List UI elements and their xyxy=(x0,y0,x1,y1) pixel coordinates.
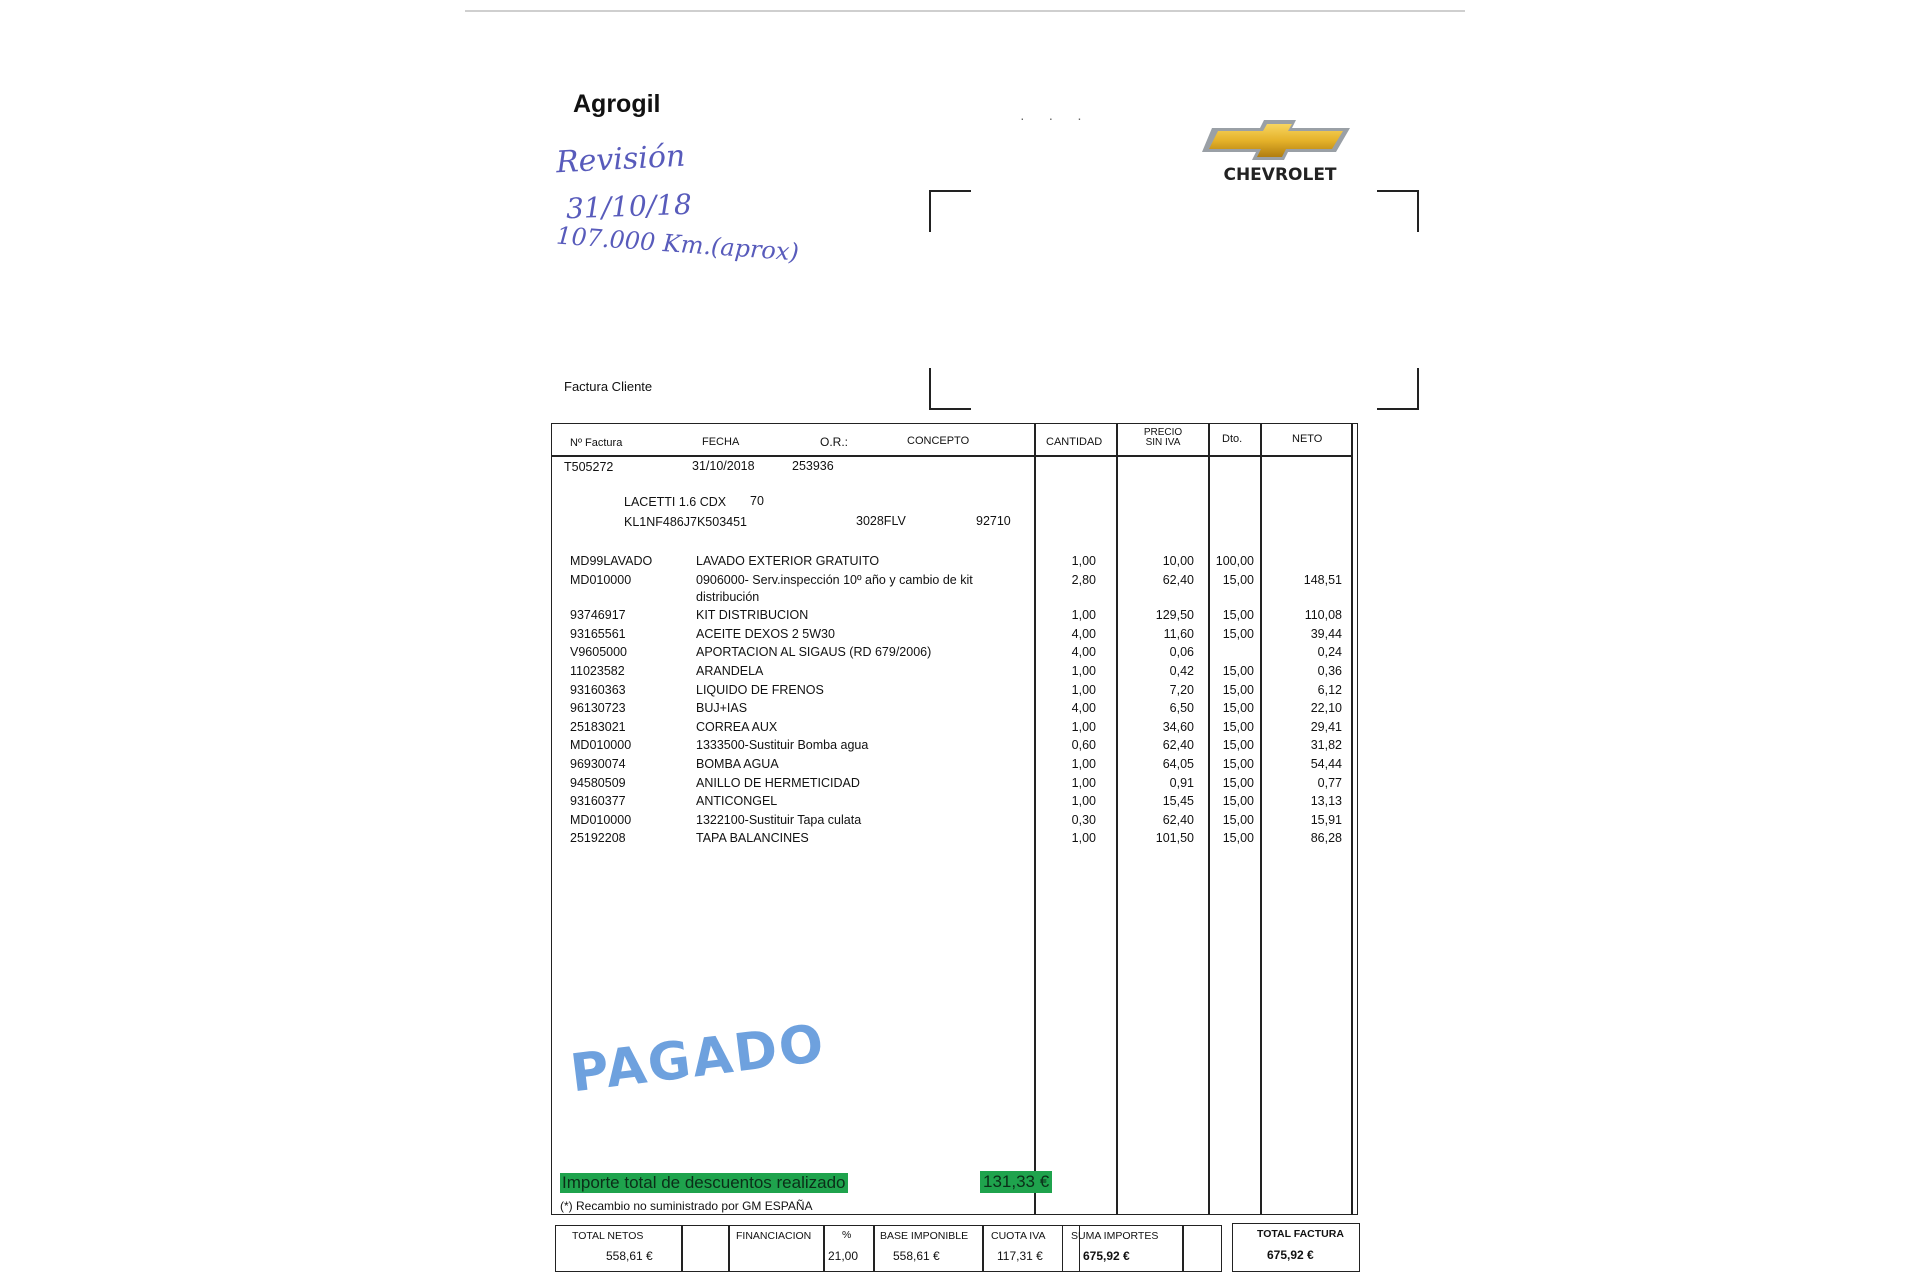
line-qty: 1,00 xyxy=(1071,757,1096,771)
vat-amount-value: 117,31 € xyxy=(997,1249,1043,1263)
bowtie-icon xyxy=(1200,118,1360,188)
header-price-line2: SIN IVA xyxy=(1145,437,1181,448)
line-desc: LIQUIDO DE FRENOS xyxy=(696,682,824,697)
line-dto: 15,00 xyxy=(1222,757,1254,771)
line-price: 0,91 xyxy=(1169,775,1194,790)
header-divider xyxy=(1034,455,1351,457)
line-qty: 1,00 xyxy=(1071,719,1096,734)
totals-divider xyxy=(873,1226,875,1271)
line-desc: LAVADO EXTERIOR GRATUITO xyxy=(696,554,880,568)
line-net: 15,91 xyxy=(1310,812,1342,827)
line-code: 96930074 xyxy=(570,757,626,771)
line-code: 25192208 xyxy=(570,831,626,846)
line-net: 148,51 xyxy=(1303,572,1342,587)
header-price xyxy=(1140,428,1186,448)
brand-wordmark: CHEVROLET xyxy=(1223,165,1337,185)
line-code: 93160377 xyxy=(570,794,626,809)
line-net: 39,44 xyxy=(1310,626,1342,641)
line-desc: 1322100-Sustituir Tapa culata xyxy=(696,812,862,827)
handwritten-note-km: 107.000 Km.(aprox) xyxy=(555,221,800,267)
line-desc: 1333500-Sustituir Bomba agua xyxy=(696,738,869,753)
line-qty: 0,60 xyxy=(1071,738,1096,753)
line-desc: 0906000- Serv.inspección 10º año y cambio de kit xyxy=(696,572,973,587)
page-top-edge xyxy=(465,10,1465,12)
line-dto: 15,00 xyxy=(1222,831,1254,846)
line-dto: 15,00 xyxy=(1222,812,1254,827)
line-dto: 15,00 xyxy=(1222,626,1254,641)
line-price: 0,42 xyxy=(1169,664,1194,678)
line-dto: 15,00 xyxy=(1222,608,1254,623)
line-net: 29,41 xyxy=(1310,719,1342,734)
line-code: MD010000 xyxy=(570,572,632,587)
line-dto: 15,00 xyxy=(1222,738,1254,753)
line-dto: 15,00 xyxy=(1222,682,1254,697)
scan-specks: · · · xyxy=(1020,110,1092,126)
line-price: 62,40 xyxy=(1162,572,1194,587)
line-qty: 4,00 xyxy=(1071,645,1096,660)
discount-total-value: 131,33 € xyxy=(980,1171,1052,1193)
line-desc: KIT DISTRIBUCION xyxy=(696,608,809,623)
vehicle-plate: 3028FLV xyxy=(856,514,906,528)
header-date: FECHA xyxy=(702,436,740,448)
line-dto: 15,00 xyxy=(1222,701,1254,716)
line-qty: 1,00 xyxy=(1071,794,1096,809)
line-dto: 100,00 xyxy=(1215,554,1254,568)
line-dto: 15,00 xyxy=(1222,794,1254,809)
line-code: 96130723 xyxy=(570,701,626,716)
line-qty: 1,00 xyxy=(1071,775,1096,790)
line-dto: 15,00 xyxy=(1222,572,1254,587)
sum-label: SUMA IMPORTES xyxy=(1071,1230,1159,1242)
vehicle-model: LACETTI 1.6 CDX xyxy=(624,495,727,509)
line-price: 7,20 xyxy=(1169,682,1194,697)
line-price: 0,06 xyxy=(1169,645,1194,660)
document-type: Factura Cliente xyxy=(564,379,653,394)
total-invoice-box xyxy=(1232,1223,1360,1272)
line-code: MD99LAVADO xyxy=(570,554,653,568)
line-net: 22,10 xyxy=(1310,701,1342,716)
line-code: V9605000 xyxy=(570,645,628,660)
line-price: 62,40 xyxy=(1162,738,1194,753)
vat-amount-label: CUOTA IVA xyxy=(991,1230,1046,1242)
invoice-date: 31/10/2018 xyxy=(692,459,755,473)
line-net: 0,36 xyxy=(1317,664,1342,678)
supply-note: (*) Recambio no suministrado por GM ESPAÑA xyxy=(560,1199,813,1213)
totals-divider xyxy=(681,1226,683,1271)
invoice-table xyxy=(551,423,1358,1215)
line-desc: CORREA AUX xyxy=(696,719,778,734)
line-qty: 1,00 xyxy=(1071,682,1096,697)
line-price: 34,60 xyxy=(1162,719,1194,734)
line-code: MD010000 xyxy=(570,812,632,827)
paid-stamp: PAGADO xyxy=(567,1013,829,1105)
line-qty: 4,00 xyxy=(1071,701,1096,716)
header-price-line1: PRECIO xyxy=(1143,427,1183,438)
line-price: 15,45 xyxy=(1162,794,1194,809)
line-dto: 15,00 xyxy=(1222,719,1254,734)
line-code: 93165561 xyxy=(570,626,626,641)
line-net: 6,12 xyxy=(1317,682,1342,697)
corner-mark xyxy=(929,190,971,232)
line-code: 93160363 xyxy=(570,682,626,697)
vat-pct-value: 21,00 xyxy=(828,1249,859,1263)
total-netos-value: 558,61 € xyxy=(606,1249,653,1263)
invoice-or: 253936 xyxy=(792,459,834,473)
line-dto: 15,00 xyxy=(1222,664,1254,678)
total-invoice-value: 675,92 € xyxy=(1267,1248,1314,1262)
line-price: 64,05 xyxy=(1162,757,1194,771)
line-qty: 1,00 xyxy=(1071,608,1096,623)
vehicle-vin: KL1NF486J7K503451 xyxy=(624,515,748,529)
vehicle-code: 70 xyxy=(750,494,764,508)
line-price: 101,50 xyxy=(1155,831,1194,846)
line-desc: ANTICONGEL xyxy=(696,794,778,809)
tax-base-value: 558,61 € xyxy=(893,1249,940,1263)
vat-pct-label: % xyxy=(842,1229,852,1241)
discount-total-label: Importe total de descuentos realizado xyxy=(562,1173,846,1192)
line-qty: 1,00 xyxy=(1071,554,1096,568)
sum-box xyxy=(1062,1225,1184,1272)
header-or: O.R.: xyxy=(820,435,849,449)
line-price: 6,50 xyxy=(1169,701,1194,716)
line-dto: 15,00 xyxy=(1222,775,1254,790)
column-divider xyxy=(1351,424,1353,1214)
line-code: 25183021 xyxy=(570,719,626,734)
line-code: 94580509 xyxy=(570,775,626,790)
header-discount: Dto. xyxy=(1222,433,1243,445)
handwritten-note-revision: Revisión xyxy=(555,138,687,181)
line-price: 11,60 xyxy=(1163,626,1194,641)
line-price: 10,00 xyxy=(1162,554,1194,568)
line-net: 0,24 xyxy=(1317,645,1342,660)
header-divider xyxy=(552,455,1034,457)
line-qty: 1,00 xyxy=(1071,831,1096,846)
line-desc2: distribución xyxy=(696,589,760,604)
line-price: 129,50 xyxy=(1155,608,1194,623)
line-qty: 2,80 xyxy=(1071,572,1096,587)
line-desc: ARANDELA xyxy=(696,664,764,678)
corner-mark xyxy=(929,368,971,410)
totals-divider xyxy=(823,1226,825,1271)
header-net: NETO xyxy=(1292,433,1323,445)
corner-mark xyxy=(1377,190,1419,232)
blank-box xyxy=(1182,1225,1222,1272)
total-invoice-label: TOTAL FACTURA xyxy=(1257,1228,1344,1240)
line-desc: APORTACION AL SIGAUS (RD 679/2006) xyxy=(696,645,932,660)
line-code: MD010000 xyxy=(570,738,632,753)
line-net: 54,44 xyxy=(1310,757,1342,771)
header-quantity: CANTIDAD xyxy=(1046,436,1103,448)
line-net: 110,08 xyxy=(1304,608,1342,623)
invoice-number: T505272 xyxy=(564,460,614,474)
line-desc: BUJ+IAS xyxy=(696,701,748,716)
line-net: 86,28 xyxy=(1310,831,1342,846)
line-price: 62,40 xyxy=(1162,812,1194,827)
line-net: 0,77 xyxy=(1317,775,1342,790)
totals-divider xyxy=(982,1226,984,1271)
line-desc: ANILLO DE HERMETICIDAD xyxy=(696,775,860,790)
line-code: 93746917 xyxy=(570,608,626,623)
total-netos-label: TOTAL NETOS xyxy=(572,1230,644,1242)
line-qty: 4,00 xyxy=(1071,626,1096,641)
sum-value: 675,92 € xyxy=(1083,1249,1130,1263)
line-qty: 0,30 xyxy=(1071,812,1096,827)
line-desc: ACEITE DEXOS 2 5W30 xyxy=(696,626,835,641)
chevrolet-logo xyxy=(1200,118,1360,188)
tax-base-label: BASE IMPONIBLE xyxy=(880,1230,969,1242)
header-invoice-no: Nº Factura xyxy=(570,437,623,449)
line-net: 31,82 xyxy=(1310,738,1342,753)
handwritten-note-date: 31/10/18 xyxy=(565,187,693,226)
line-qty: 1,00 xyxy=(1071,664,1096,678)
totals-box-left xyxy=(555,1225,1080,1272)
corner-mark xyxy=(1377,368,1419,410)
line-code: 11023582 xyxy=(570,664,625,678)
address-window xyxy=(929,190,1419,410)
totals-divider xyxy=(728,1226,730,1271)
financing-label: FINANCIACION xyxy=(736,1230,812,1242)
line-desc: TAPA BALANCINES xyxy=(696,831,809,846)
vehicle-km: 92710 xyxy=(976,514,1011,528)
line-desc: BOMBA AGUA xyxy=(696,757,779,771)
header-concept: CONCEPTO xyxy=(907,435,970,447)
line-net: 13,13 xyxy=(1310,794,1342,809)
company-name: Agrogil xyxy=(573,90,661,118)
